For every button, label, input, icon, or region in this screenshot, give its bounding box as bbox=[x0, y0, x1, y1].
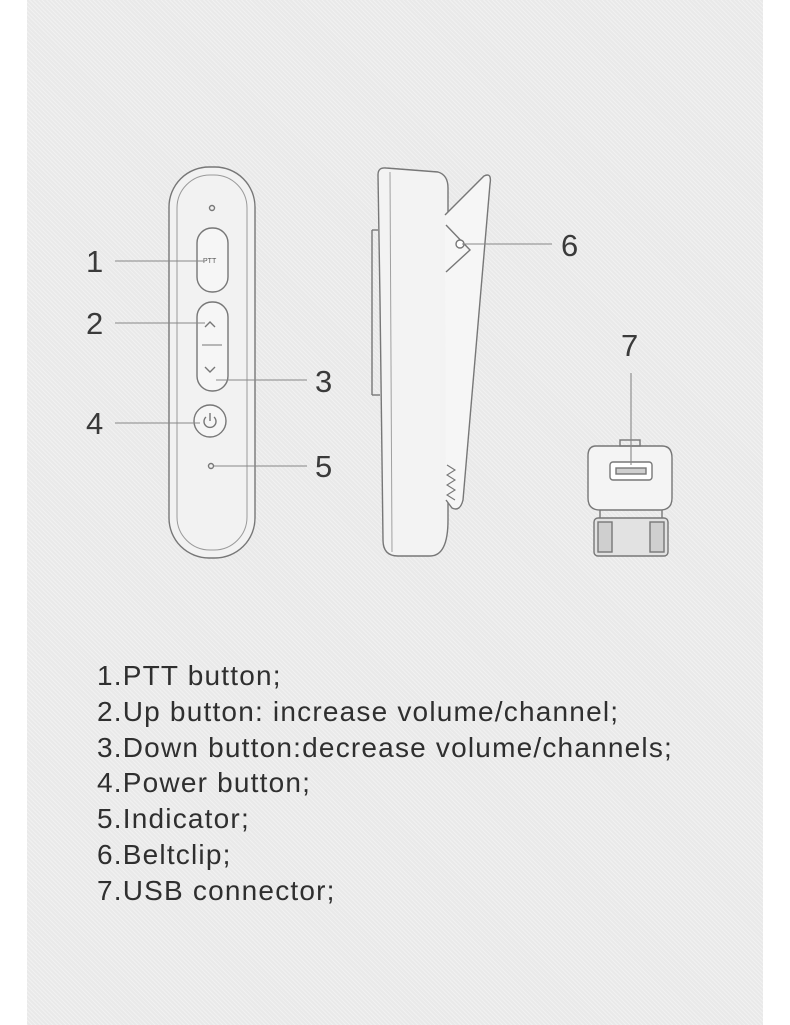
legend-item-indicator: 5.Indicator; bbox=[97, 803, 250, 835]
callout-6: 6 bbox=[561, 228, 579, 263]
legend-item-power: 4.Power button; bbox=[97, 767, 312, 799]
callout-4: 4 bbox=[86, 406, 104, 441]
device-front-view bbox=[169, 167, 255, 558]
legend-item-beltclip: 6.Beltclip; bbox=[97, 838, 232, 870]
usb-base-left-notch bbox=[598, 522, 612, 552]
usb-connector-view bbox=[588, 440, 672, 556]
legend-item-ptt: 1.PTT button; bbox=[97, 660, 282, 691]
legend-item-down: 3.Down button:decrease volume/channels; bbox=[97, 731, 674, 763]
usb-top-tab bbox=[620, 440, 640, 446]
usb-base-right-notch bbox=[650, 522, 664, 552]
device-side-view bbox=[372, 168, 490, 556]
legend-item-usb: 7.USB connector; bbox=[97, 874, 336, 906]
legend-item-up: 2.Up button: increase volume/channel; bbox=[97, 695, 620, 727]
callout-1: 1 bbox=[86, 244, 104, 279]
side-body-outline bbox=[378, 168, 448, 556]
callout-5: 5 bbox=[315, 449, 333, 484]
callout-2: 2 bbox=[86, 306, 104, 341]
callout-3: 3 bbox=[315, 364, 333, 399]
belt-clip bbox=[445, 175, 490, 509]
legend-list bbox=[97, 658, 673, 909]
ptt-button-label: PTT bbox=[203, 258, 217, 265]
callout-7: 7 bbox=[621, 328, 639, 363]
usb-port-slot bbox=[616, 468, 646, 474]
volume-rocker bbox=[197, 302, 228, 391]
